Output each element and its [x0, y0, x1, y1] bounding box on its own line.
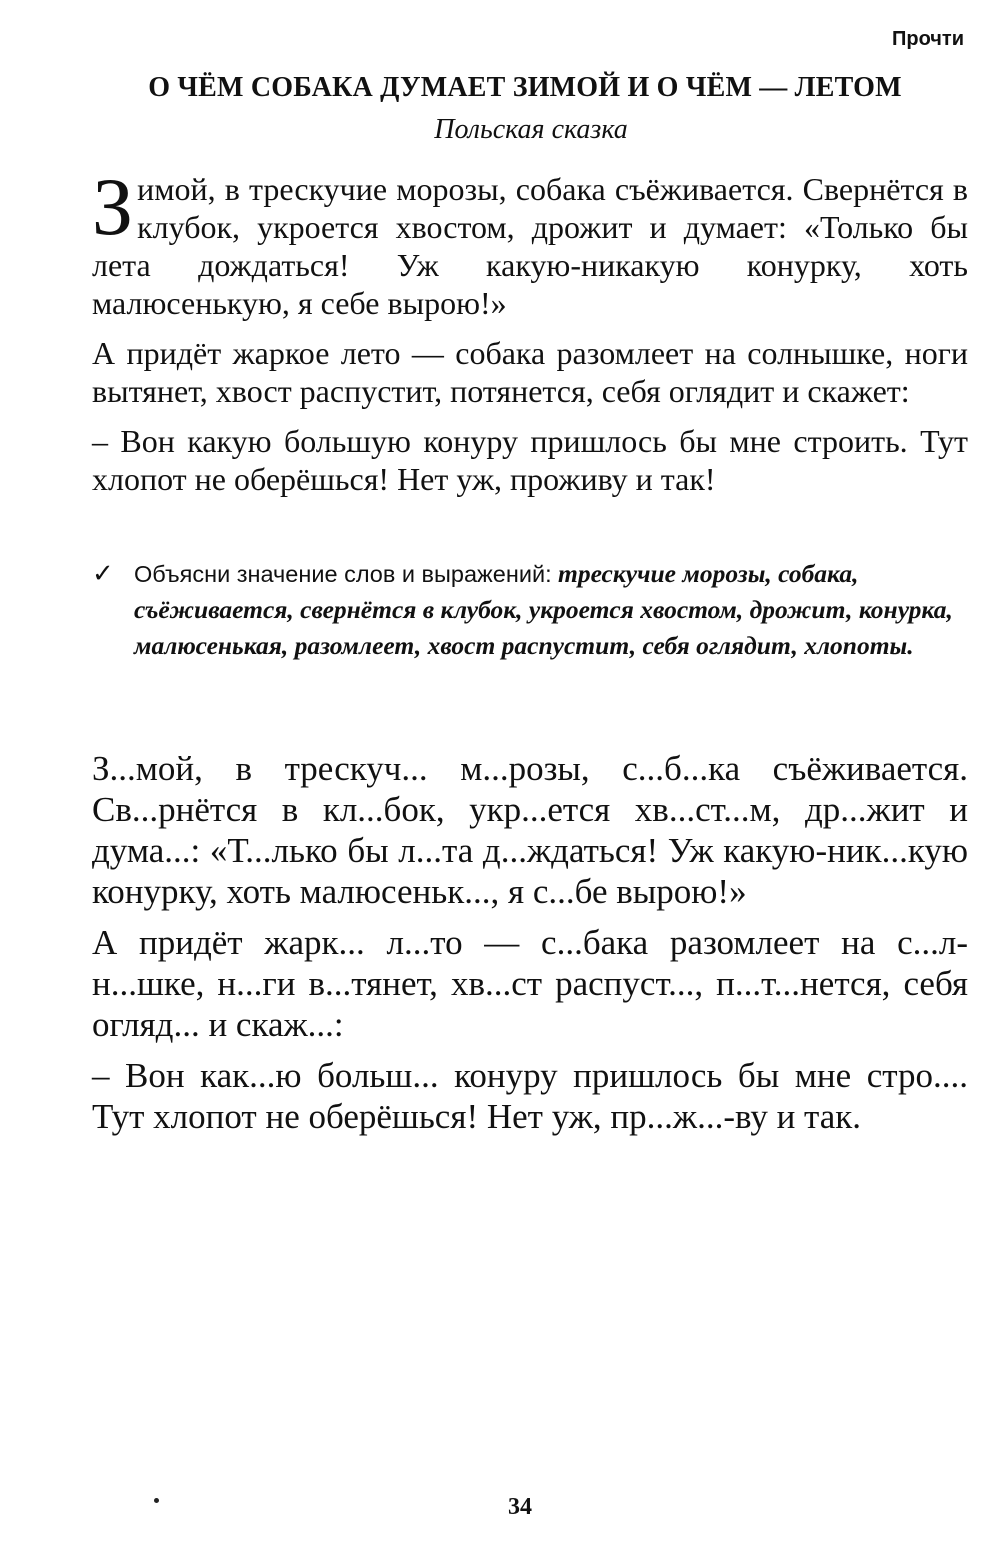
page-number: 34: [508, 1494, 532, 1520]
vocabulary-task: [92, 556, 962, 664]
story-subtitle: Польская сказка: [434, 114, 628, 145]
drop-cap: З: [92, 161, 134, 252]
task-line: [92, 556, 962, 664]
task-terms: трескучие морозы, собака, съёживается, свернётся в клубок, укроется хвостом, дрожит, конурка, малюсенькая, разомлеет, хвост распустит, себя оглядит, хлопоты.: [134, 559, 953, 660]
story-text: [92, 161, 968, 510]
exercise-paragraph-2: А придёт жарк... л...то — с...бака разомлеет на с...л-н...шке, н...ги в...тянет, хв...ст распуст..., п...т...нется, себя огляд... и скаж...:: [92, 923, 968, 1044]
task-intro: Объясни значение слов и выражений:: [134, 561, 552, 587]
story-paragraph-1-text: имой, в трескучие морозы, собака съёживается. Свернётся в клубок, укроется хвостом, дрожит и думает: «Только бы лета дождаться! Уж какую-никакую конурку, хоть малюсенькую, я себе вырою!»: [92, 171, 968, 321]
story-paragraph-2: А придёт жаркое лето — собака разомлеет на солнышке, ноги вытянет, хвост распустит, потянется, себя оглядит и скажет:: [92, 335, 968, 409]
exercise-paragraph-3: – Вон как...ю больш... конуру пришлось бы мне стро.... Тут хлопот не оберёшься! Нет уж, пр...ж...-ву и так.: [92, 1056, 968, 1136]
section-label: Прочти: [891, 28, 964, 50]
check-mark-icon: ✓: [92, 559, 114, 589]
story-paragraph-3: – Вон какую большую конуру пришлось бы мне строить. Тут хлопот не оберёшься! Нет уж, проживу и так!: [92, 423, 968, 497]
task-text: [134, 556, 962, 664]
spelling-exercise: [92, 748, 968, 1147]
exercise-paragraph-1: З...мой, в трескуч... м...розы, с...б...ка съёживается. Св...рнётся в кл...бок, укр...ется хв...ст...м, др...жит и дума...: «Т...лько бы л...та д...ждаться! Уж какую-ник...кую конурку, хоть малюсеньк..., я с...бе вырою!»: [92, 749, 968, 911]
story-title: О ЧЁМ СОБАКА ДУМАЕТ ЗИМОЙ И О ЧЁМ — ЛЕТОМ: [148, 72, 902, 103]
story-paragraph-1: [92, 161, 968, 322]
